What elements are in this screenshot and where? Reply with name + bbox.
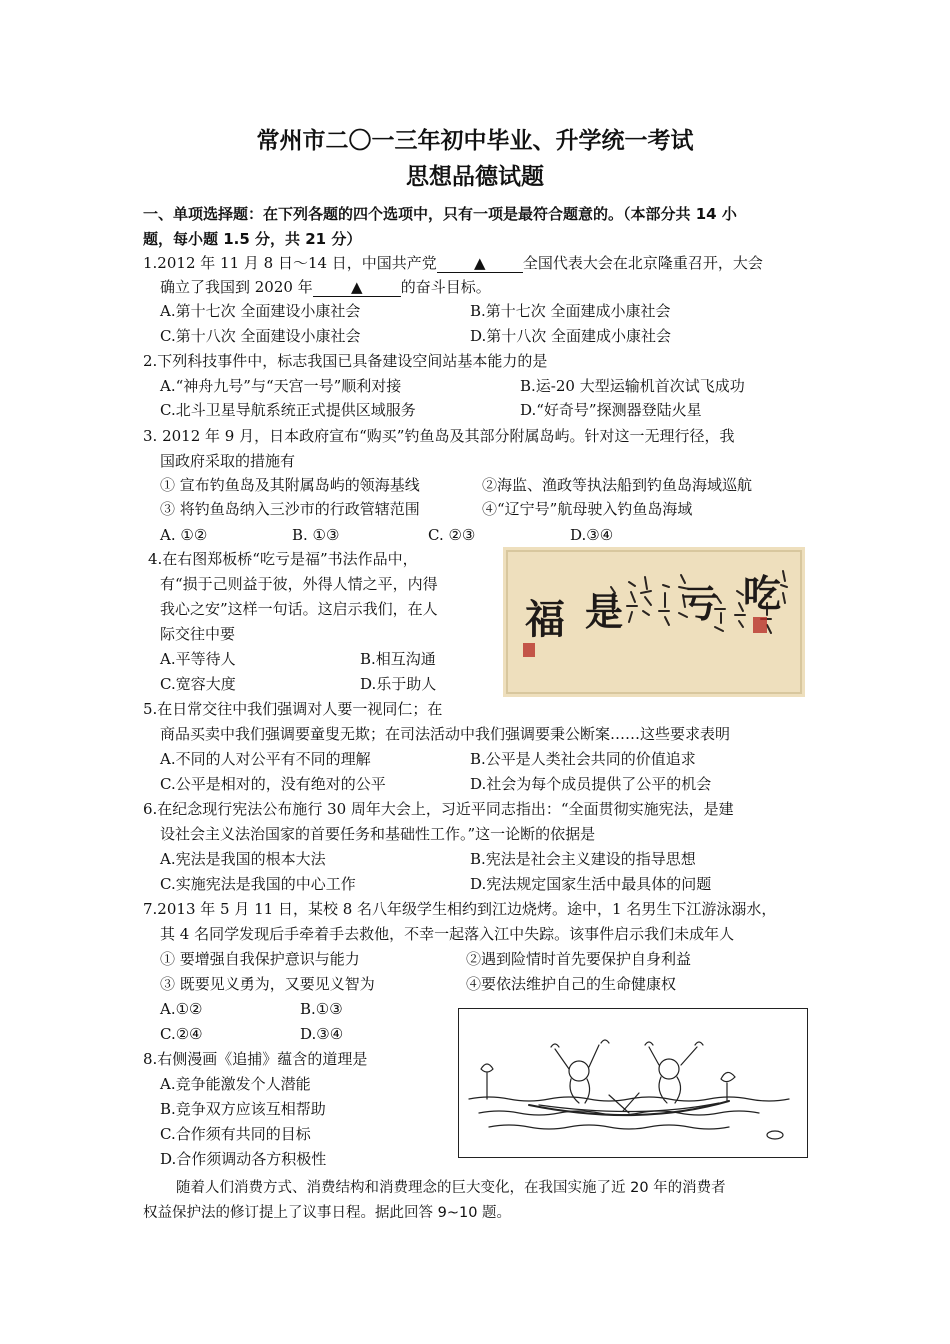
right-figure-hands <box>645 1042 703 1045</box>
question-6-line2: 设社会主义法治国家的首要任务和基础性工作。”这一论断的依据是 <box>160 825 596 843</box>
question-3-line2: 国政府采取的措施有 <box>160 452 296 470</box>
right-figure-body <box>649 1047 697 1103</box>
calligraphy-char-shi: 是 <box>585 589 624 634</box>
q7-option-b: B.①③ <box>300 1000 343 1018</box>
q1-text-c: 确立了我国到 2020 年 <box>160 278 313 296</box>
water-line-1 <box>469 1097 789 1101</box>
q3-item-1: ① 宣布钓鱼岛及其附属岛屿的领海基线 <box>160 476 420 494</box>
q6-option-a: A.宪法是我国的根本大法 <box>160 850 326 868</box>
q4-option-b: B.相互沟通 <box>360 650 436 668</box>
question-5-line2: 商品买卖中我们强调要童叟无欺；在司法活动中我们强调要秉公断案……这些要求表明 <box>160 725 731 743</box>
intro-9-10-line1: 随着人们消费方式、消费结构和消费理念的巨大变化，在我国实施了近 20 年的消费者 <box>176 1180 726 1196</box>
q3-option-c: C. ②③ <box>428 526 476 544</box>
question-6-line1: 6.在纪念现行宪法公布施行 30 周年大会上，习近平同志指出：“全面贯彻实施宪法，是建 <box>143 800 734 818</box>
q7-item-4: ④要依法维护自己的生命健康权 <box>466 975 677 993</box>
question-1-line2 <box>160 278 491 297</box>
question-8-line1: 8.右侧漫画《追捕》蕴含的道理是 <box>143 1050 368 1068</box>
calligraphy-char-fu: 福 <box>525 596 565 643</box>
question-4-line1: 4.在右图郑板桥“吃亏是福”书法作品中， <box>148 550 418 568</box>
q3-option-d: D.③④ <box>570 526 614 544</box>
q4-option-d: D.乐于助人 <box>360 675 437 693</box>
q7-item-3: ③ 既要见义勇为，又要见义智为 <box>160 975 375 993</box>
question-7-line1: 7.2013 年 5 月 11 日，某校 8 名八年级学生相约到江边烧烤。途中，1 名男生下江游泳溺水， <box>143 900 777 918</box>
q3-option-a: A. ①② <box>160 526 208 544</box>
q8-option-c: C.合作须有共同的目标 <box>160 1125 311 1143</box>
section-heading-line1: 一、单项选择题：在下列各题的四个选项中，只有一项是最符合题意的。（本部分共 14 小 <box>143 205 737 223</box>
q4-option-a: A.平等待人 <box>160 650 236 668</box>
q7-option-c: C.②④ <box>160 1025 203 1043</box>
q7-option-d: D.③④ <box>300 1025 344 1043</box>
page-title: 常州市二〇一三年初中毕业、升学统一考试 <box>256 128 694 154</box>
q8-option-d: D.合作须调动各方积极性 <box>160 1150 327 1168</box>
left-figure-hands <box>551 1040 609 1047</box>
q1-blank-1: ▲ <box>437 254 523 273</box>
q1-text-a: 1.2012 年 11 月 8 日～14 日，中国共产党 <box>143 254 437 272</box>
q5-option-d: D.社会为每个成员提供了公平的机会 <box>470 775 712 793</box>
red-seal-1 <box>753 617 767 633</box>
question-2-line1: 2.下列科技事件中，标志我国已具备建设空间站基本能力的是 <box>143 352 548 370</box>
q5-option-a: A.不同的人对公平有不同的理解 <box>160 750 371 768</box>
cartoon-image <box>458 1008 808 1158</box>
q3-item-2: ②海监、渔政等执法船到钓鱼岛海域巡航 <box>482 476 753 494</box>
q3-option-b: B. ①③ <box>292 526 340 544</box>
q2-option-d: D.“好奇号”探测器登陆火星 <box>520 401 702 419</box>
question-4-line2: 有“损于己则益于彼，外得人情之平，内得 <box>160 575 438 593</box>
q7-option-a: A.①② <box>160 1000 203 1018</box>
q2-option-c: C.北斗卫星导航系统正式提供区域服务 <box>160 401 416 419</box>
calligraphy-char-chi: 吃 <box>743 571 782 616</box>
q1-option-c: C.第十八次 全面建设小康社会 <box>160 327 361 345</box>
right-figure-head <box>659 1059 679 1079</box>
q1-text-b: 全国代表大会在北京隆重召开，大会 <box>522 254 763 272</box>
q6-option-c: C.实施宪法是我国的中心工作 <box>160 875 356 893</box>
cartoon-signature-mark <box>767 1131 783 1139</box>
calligraphy-char-kui: 亏 <box>681 581 720 626</box>
q1-text-d: 的奋斗目标。 <box>400 278 491 296</box>
q2-option-b: B.运-20 大型运输机首次试飞成功 <box>520 377 745 395</box>
q7-item-1: ① 要增强自我保护意识与能力 <box>160 950 360 968</box>
q1-option-d: D.第十八次 全面建成小康社会 <box>470 327 672 345</box>
q6-option-d: D.宪法规定国家生活中最具体的问题 <box>470 875 712 893</box>
cartoon-illustration <box>459 1009 807 1157</box>
question-5-line1: 5.在日常交往中我们强调对人要一视同仁；在 <box>143 700 443 718</box>
q1-option-a: A.第十七次 全面建设小康社会 <box>160 302 361 320</box>
oars <box>609 1093 639 1113</box>
q5-option-b: B.公平是人类社会共同的价值追求 <box>470 750 696 768</box>
q8-option-a: A.竞争能激发个人潜能 <box>160 1075 311 1093</box>
question-3-line1: 3. 2012 年 9 月，日本政府宣布“购买”钓鱼岛及其部分附属岛屿。针对这一无理行径，我 <box>143 427 735 445</box>
q4-option-c: C.宽容大度 <box>160 675 236 693</box>
q5-option-c: C.公平是相对的，没有绝对的公平 <box>160 775 386 793</box>
calligraphy-illustration <box>503 547 805 697</box>
q6-option-b: B.宪法是社会主义建设的指导思想 <box>470 850 696 868</box>
question-7-line2: 其 4 名同学发现后手牵着手去救他，不幸一起落入江中失踪。该事件启示我们未成年人 <box>160 925 735 943</box>
q2-option-a: A.“神舟九号”与“天宫一号”顺利对接 <box>160 377 402 395</box>
q1-option-b: B.第十七次 全面建成小康社会 <box>470 302 671 320</box>
question-1-line1 <box>143 254 763 273</box>
q7-item-2: ②遇到险情时首先要保护自身利益 <box>466 950 692 968</box>
page-subtitle: 思想品德试题 <box>406 164 544 190</box>
left-figure-head <box>569 1061 589 1081</box>
q3-item-3: ③ 将钓鱼岛纳入三沙市的行政管辖范围 <box>160 500 420 518</box>
q8-option-b: B.竞争双方应该互相帮助 <box>160 1100 326 1118</box>
left-figure-body <box>555 1045 599 1103</box>
section-heading-line2: 题，每小题 1.5 分，共 21 分） <box>143 230 362 248</box>
q3-item-4: ④“辽宁号”航母驶入钓鱼岛海域 <box>482 500 693 518</box>
lotus-left <box>481 1064 493 1072</box>
red-seal-2 <box>523 643 535 657</box>
question-4-line3: 我心之安”这样一句话。这启示我们，在人 <box>160 600 438 618</box>
q1-blank-2: ▲ <box>313 278 401 297</box>
water-line-3 <box>489 1125 729 1129</box>
intro-9-10-line2: 权益保护法的修订提上了议事日程。据此回答 9~10 题。 <box>143 1205 512 1221</box>
calligraphy-image <box>503 547 805 697</box>
question-4-line4: 际交往中要 <box>160 625 236 643</box>
